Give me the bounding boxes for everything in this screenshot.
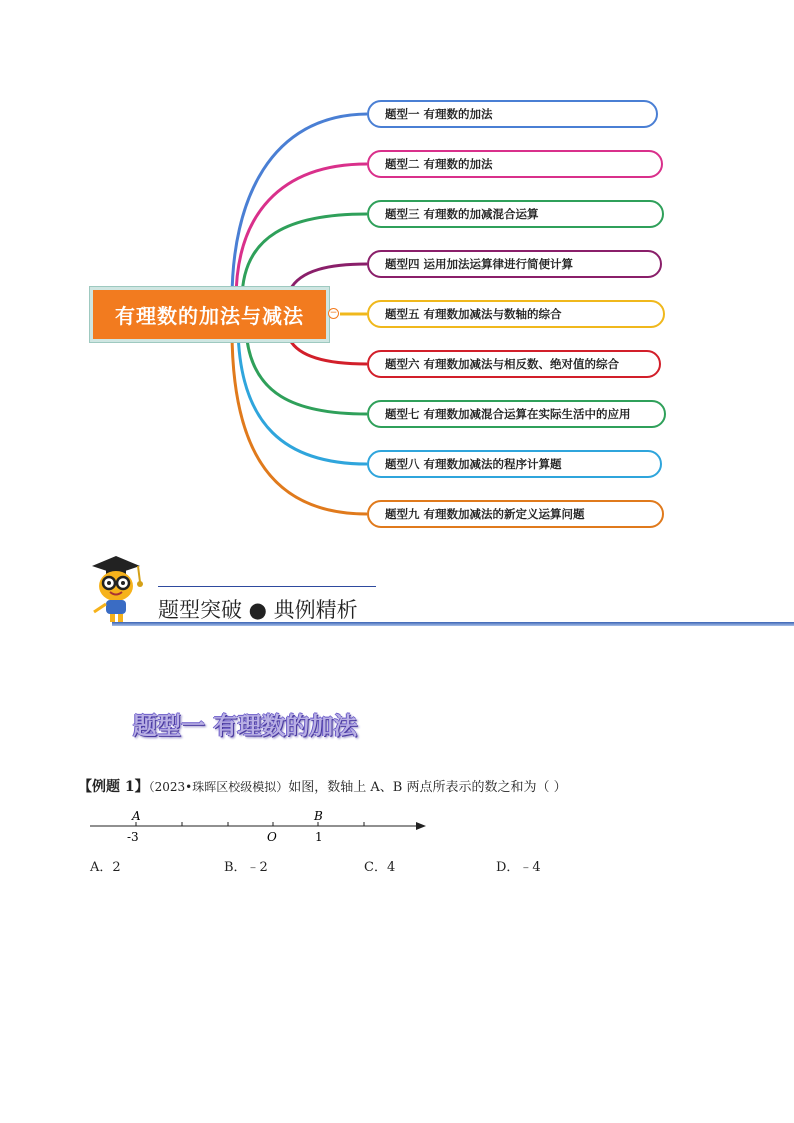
number-line: [84, 806, 434, 846]
point-a-name: A: [132, 809, 141, 823]
connector-6: [290, 340, 367, 364]
topic-2[interactable]: 题型二 有理数的加法: [367, 150, 663, 178]
banner-divider-bottom: [112, 622, 794, 626]
topic-6[interactable]: 题型六 有理数加减法与相反数、绝对值的综合: [367, 350, 661, 378]
section-title: 题型一 有理数的加法: [133, 712, 358, 740]
mascot-icon: [86, 552, 150, 624]
option-a[interactable]: A．2: [90, 860, 121, 875]
point-b-name: B: [314, 809, 323, 823]
mindmap-root[interactable]: 有理数的加法与减法: [90, 287, 329, 342]
option-b[interactable]: B．﹣2: [224, 860, 268, 875]
collapse-icon[interactable]: −: [329, 308, 338, 318]
banner-divider-top: [158, 586, 376, 587]
point-b-value: 1: [315, 830, 323, 844]
topic-1[interactable]: 题型一 有理数的加法: [367, 100, 658, 128]
example-question: [78, 776, 567, 796]
point-o-name: O: [267, 830, 277, 844]
topic-5[interactable]: 题型五 有理数加减法与数轴的综合: [367, 300, 665, 328]
connector-8: [238, 330, 367, 464]
banner-title: 题型突破 ● 典例精析: [158, 598, 358, 622]
example-source: （2023•珠晖区校级模拟）: [148, 780, 289, 794]
option-d[interactable]: D．﹣4: [496, 860, 541, 875]
connector-1: [232, 114, 367, 300]
topic-8[interactable]: 题型八 有理数加减法的程序计算题: [367, 450, 662, 478]
point-a-value: -3: [127, 830, 139, 844]
example-label: 【例题 1】: [78, 779, 149, 795]
topic-4[interactable]: 题型四 运用加法运算律进行简便计算: [367, 250, 662, 278]
topic-3[interactable]: 题型三 有理数的加减混合运算: [367, 200, 664, 228]
topic-7[interactable]: 题型七 有理数加减混合运算在实际生活中的应用: [367, 400, 666, 428]
connector-7: [246, 330, 367, 414]
topic-9[interactable]: 题型九 有理数加减法的新定义运算问题: [367, 500, 664, 528]
example-text: 如图，数轴上 A、B 两点所表示的数之和为（ ）: [288, 780, 567, 795]
option-c[interactable]: C．4: [364, 860, 396, 875]
